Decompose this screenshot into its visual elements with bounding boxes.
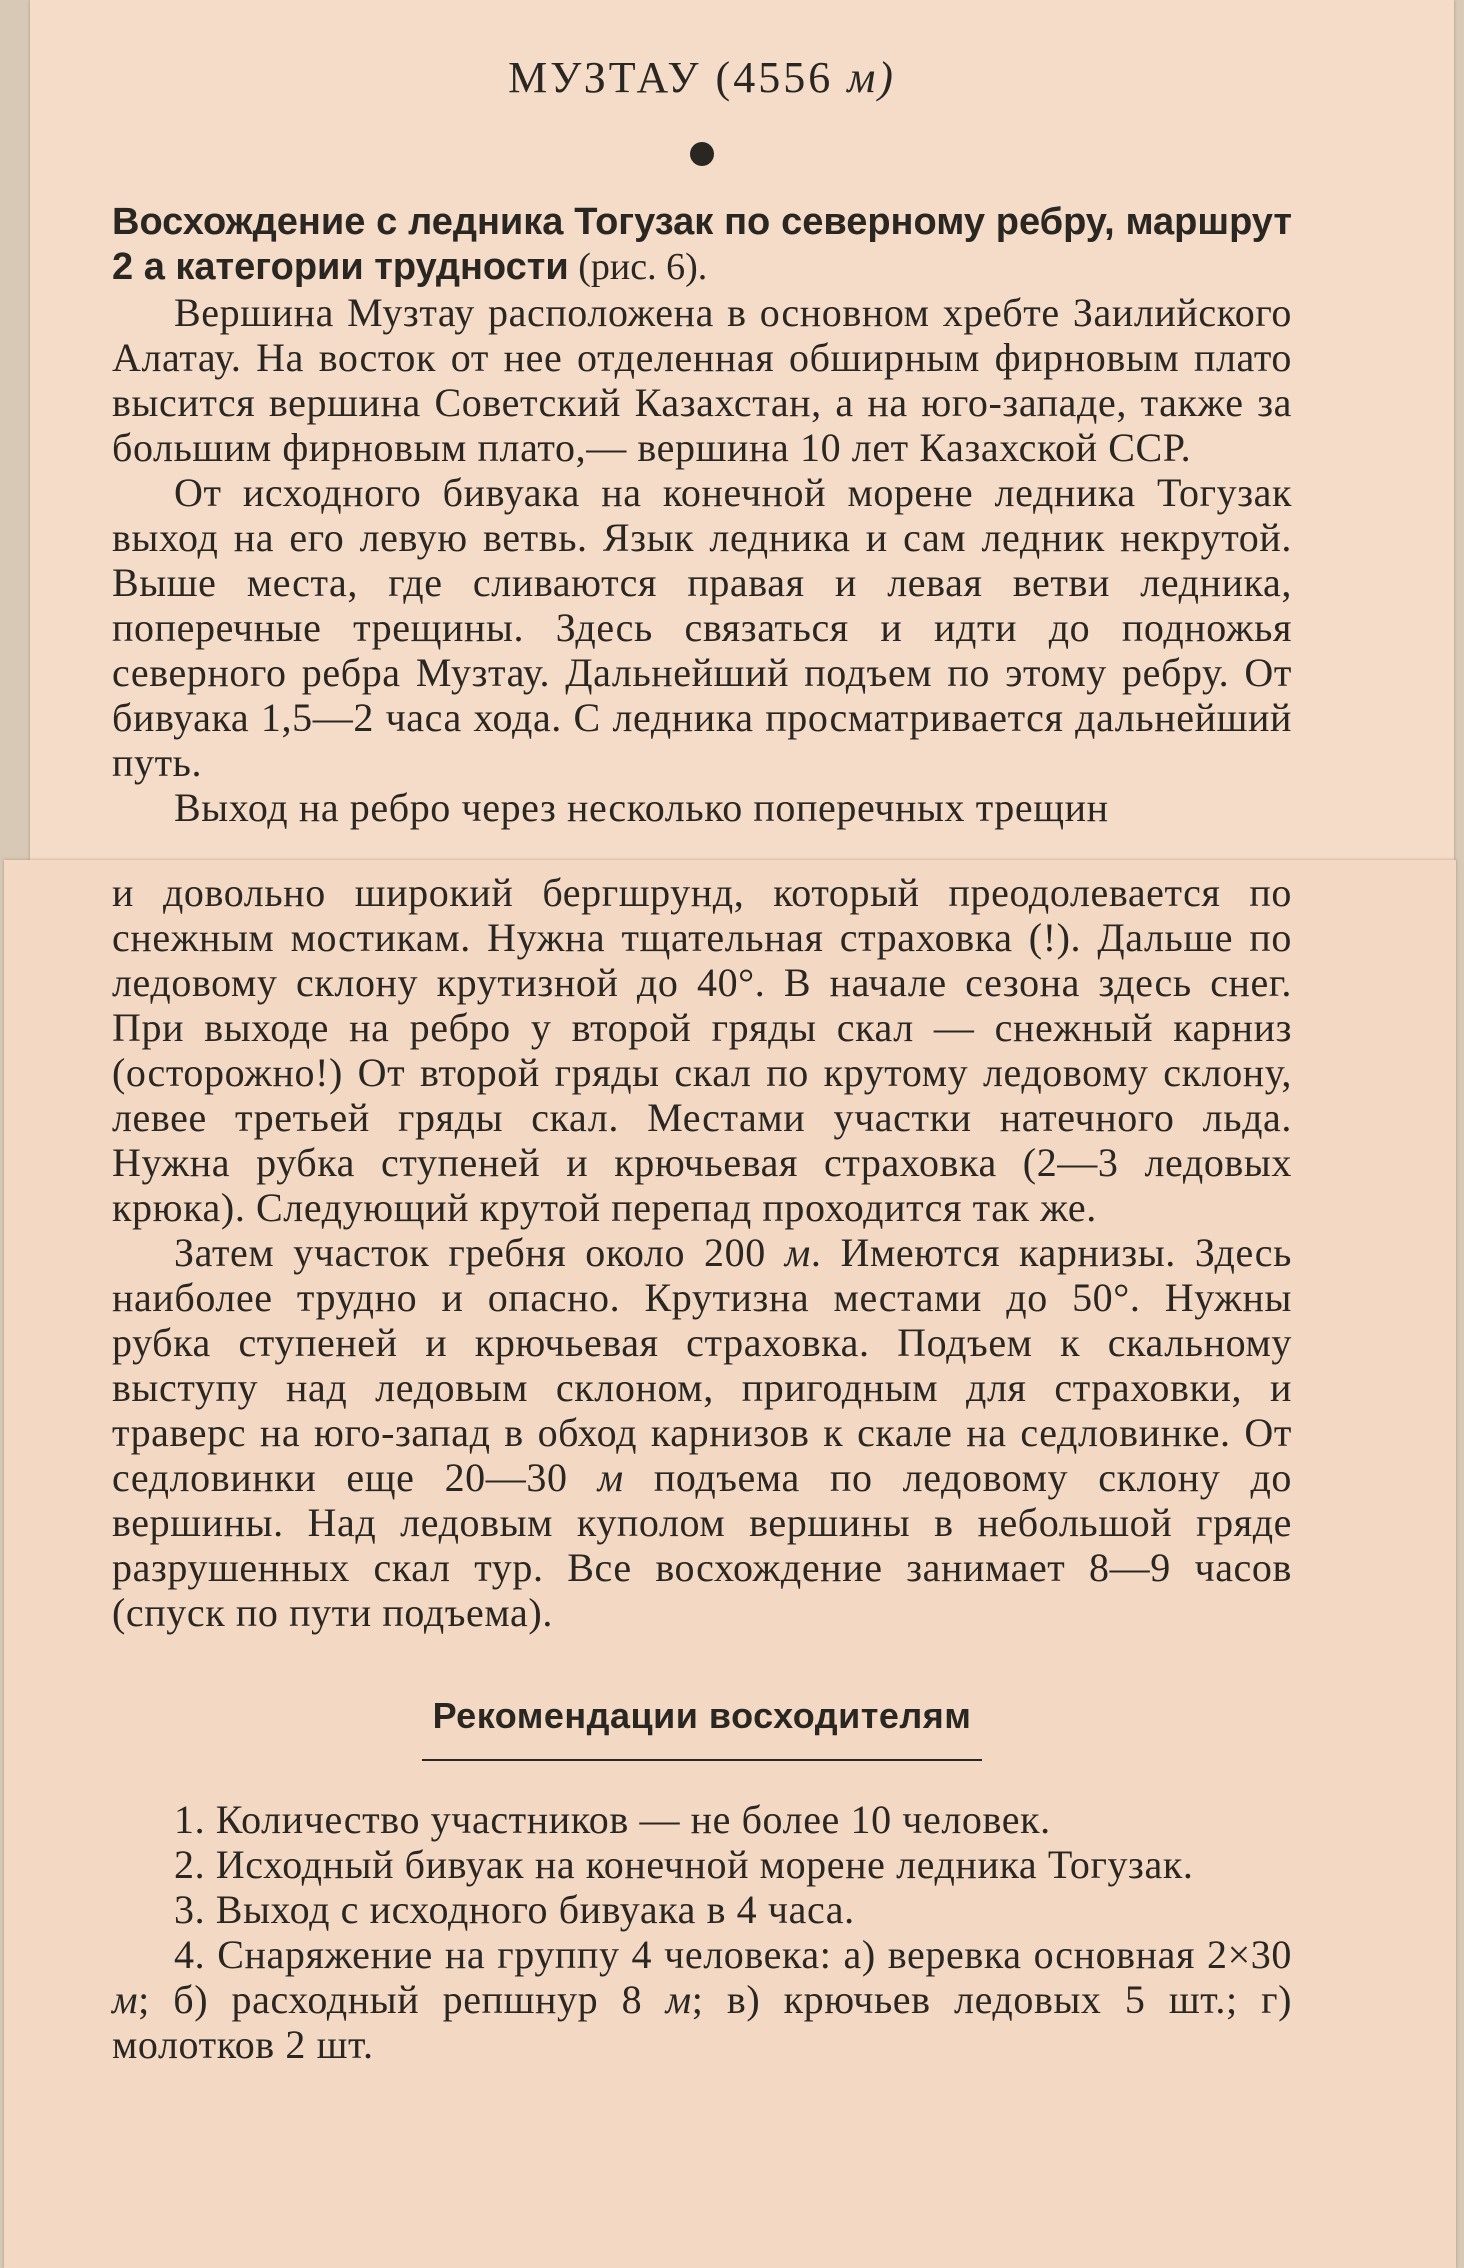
fold-gap <box>112 830 1292 870</box>
unit-m: м <box>597 1455 624 1500</box>
item4-text-b: ; б) расходный репшнур 8 <box>138 1977 666 2022</box>
paragraph-location: Вершина Музтау расположена в основном хребте Заилийского Алатау. На восток от нее отделенная обширным фирновым плато высится вершина Советский Казахстан, а на юго-западе, также за большим фирновым плато,— вершина 10 лет Казахской ССР. <box>112 290 1292 470</box>
unit-m: м <box>112 1977 139 2022</box>
recommendation-item-1: 1. Количество участников — не более 10 человек. <box>174 1797 1051 1842</box>
section-divider <box>422 1759 982 1761</box>
title-height: (4556 <box>715 53 834 102</box>
unit-m: м <box>665 1977 692 2022</box>
recommendation-item-3: 3. Выход с исходного бивуака в 4 часа. <box>174 1887 855 1932</box>
route-heading <box>112 200 1292 290</box>
summit-text-c: подъема по ледовому склону до вершины. Над ледовым куполом вершины в небольшой гряде разрушенных скал тур. Все восхождение занимает 8—9 часов (спуск по пути подъема). <box>112 1455 1293 1635</box>
recommendation-item-4 <box>112 1932 1292 2067</box>
page-title <box>112 52 1292 108</box>
summit-text-b: . Имеются карнизы. Здесь наиболее трудно и опасно. Крутизна местами до 50°. Нужны рубка ступеней и крючьевая страховка. Подъем к скальному выступу над ледовым склоном, пригодным для страховки, и траверс на юго-запад в обход карнизов к скале на седловинке. От седловинки еще 20—30 <box>112 1230 1292 1500</box>
route-figure-ref: (рис. 6). <box>568 246 708 288</box>
unit-m: м <box>784 1230 811 1275</box>
paragraph-summit <box>112 1230 1292 1635</box>
recommendations-title: Рекомендации восходителям <box>432 1695 972 1736</box>
paragraph-ridge-start: Выход на ребро через несколько поперечных трещин <box>174 785 1109 830</box>
summit-text-a: Затем участок гребня около 200 <box>174 1230 785 1275</box>
bullet-dot-ornament <box>690 142 714 166</box>
paragraph-approach: От исходного бивуака на конечной морене ледника Тогузак выход на его левую ветвь. Язык ледника и сам ледник некрутой. Выше места, где сливаются правая и левая ветви ледника, поперечные трещины. Здесь связаться и идти до подножья северного ребра Музтау. Дальнейший подъем по этому ребру. От бивуака 1,5—2 часа хода. С ледника просматривается дальнейший путь. <box>112 470 1292 785</box>
document-page <box>112 40 1292 2067</box>
item4-text-c: ; в) крючьев ледовых 5 шт.; г) молотков 2 шт. <box>112 1977 1293 2067</box>
paragraph-ridge-continued: и довольно широкий бергшрунд, который преодолевается по снежным мостикам. Нужна тщательная страховка (!). Дальше по ледовому склону крутизной до 40°. В начале сезона здесь снег. При выходе на ребро у второй гряды скал — снежный карниз (осторожно!) От второй гряды скал по крутому ледовому склону, левее третьей гряды скал. Местами участки натечного льда. Нужна рубка ступеней и крючьевая страховка (2—3 ледовых крюка). Следующий крутой перепад проходится так же. <box>112 870 1292 1230</box>
item4-text-a: 4. Снаряжение на группу 4 человека: а) веревка основная 2×30 <box>174 1932 1292 1977</box>
recommendation-item-2: 2. Исходный бивуак на конечной морене ледника Тогузак. <box>174 1842 1194 1887</box>
title-name: МУЗТАУ <box>508 53 702 102</box>
route-heading-bold: Восхождение с ледника Тогузак по северному ребру, маршрут 2 а категории трудности <box>112 201 1292 288</box>
title-unit: м) <box>847 53 896 102</box>
